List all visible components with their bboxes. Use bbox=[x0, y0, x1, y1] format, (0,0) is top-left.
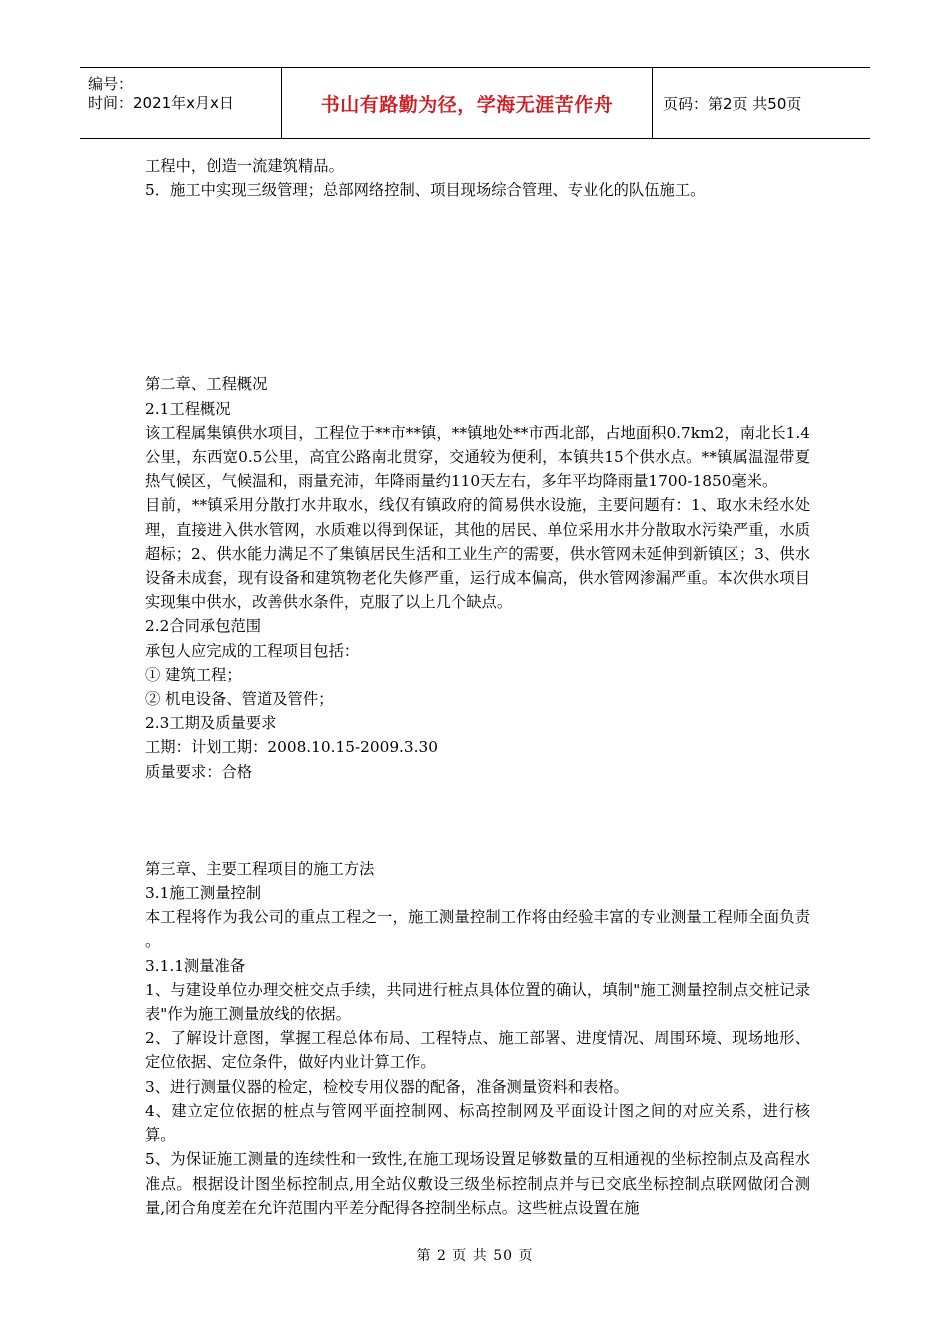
paragraph: 工程中，创造一流建筑精品。 bbox=[145, 157, 344, 175]
chapter-heading: 第三章、主要工程项目的施工方法 bbox=[145, 859, 375, 878]
date-line: 时间：2021年x月x日 bbox=[88, 94, 234, 112]
page-info: 页码：第2页 共50页 bbox=[663, 94, 802, 113]
paragraph: 1、与建设单位办理交桩交点手续，共同进行桩点具体位置的确认，填制"施工测量控制点交桩记录表"作为施工测量放线的依据。 bbox=[145, 980, 810, 1024]
chapter-heading: 第二章、工程概况 bbox=[145, 375, 268, 394]
paragraph: 承包人应完成的工程项目包括： bbox=[145, 641, 360, 660]
page-footer: 第 2 页 共 50 页 bbox=[416, 1248, 534, 1264]
section-heading: 2.3工期及质量要求 bbox=[145, 714, 277, 733]
section-heading: 2.2合同承包范围 bbox=[145, 617, 262, 636]
paragraph: 2、了解设计意图，掌握工程总体布局、工程特点、施工部署、进度情况、周围环境、现场地形、定位依据、定位条件，做好内业计算工作。 bbox=[145, 1029, 810, 1072]
header-meta-cell bbox=[80, 68, 280, 138]
paragraph: 4、建立定位依据的桩点与管网平面控制网、标高控制网及平面设计图之间的对应关系，进行核算。 bbox=[145, 1101, 810, 1145]
spacer bbox=[145, 202, 810, 372]
section-heading: 3.1施工测量控制 bbox=[145, 884, 262, 903]
paragraph: 目前，**镇采用分散打水井取水，线仅有镇政府的简易供水设施，主要问题有：1、取水未经水处理，直接进入供水管网，水质难以得到保证，其他的居民、单位采用水井分散取水污染严重，水质超标；2、供水能力满足不了集镇居民生活和工业生产的需要，供水管网未延伸到新镇区；3、供水设备未成套，现有设备和建筑物老化失修严重，运行成本偏高，供水管网渗漏严重。本次供水项目实现集中供水，改善供水条件，克服了以上几个缺点。 bbox=[145, 496, 810, 612]
document-body bbox=[145, 154, 810, 1220]
paragraph: 工期：计划工期：2008.10.15-2009.3.30 bbox=[145, 738, 438, 757]
motto: 书山有路勤为径，学海无涯苦作舟 bbox=[281, 68, 653, 138]
serial-label: 编号： bbox=[88, 75, 134, 93]
paragraph: 5、为保证施工测量的连续性和一致性,在施工现场设置足够数量的互相通视的坐标控制点及高程水准点。根据设计图坐标控制点,用全站仪敷设三级坐标控制点并与已交底坐标控制点联网做闭合测量,闭合角度差在允许范围内平差分配得各控制坐标点。这些桩点设置在施 bbox=[145, 1150, 810, 1217]
page-info-cell bbox=[652, 68, 870, 138]
paragraph: 5．施工中实现三级管理；总部网络控制、项目现场综合管理、专业化的队伍施工。 bbox=[145, 181, 706, 200]
subsection-heading: 3.1.1测量准备 bbox=[145, 956, 246, 975]
paragraph: 本工程将作为我公司的重点工程之一，施工测量控制工作将由经验丰富的专业测量工程师全面负责 。 bbox=[145, 908, 810, 951]
list-item: ② 机电设备、管道及管件； bbox=[145, 690, 334, 709]
spacer bbox=[145, 784, 810, 857]
paragraph: 该工程属集镇供水项目，工程位于**市**镇，**镇地处**市西北部，占地面积0.7km2，南北长1.4公里，东西宽0.5公里，高宜公路南北贯穿，交通较为便利，本镇共15个供水点。**镇属温湿带夏热气候区，气候温和，雨量充沛，年降雨量约110天左右，多年平均降雨量1700-1850毫米。 bbox=[145, 423, 810, 491]
header-table bbox=[80, 67, 870, 139]
paragraph: 3、进行测量仪器的检定，检校专用仪器的配备，准备测量资料和表格。 bbox=[145, 1077, 629, 1096]
section-heading: 2.1工程概况 bbox=[145, 399, 231, 418]
paragraph: 质量要求：合格 bbox=[145, 762, 253, 781]
list-item: ① 建筑工程； bbox=[145, 665, 242, 684]
